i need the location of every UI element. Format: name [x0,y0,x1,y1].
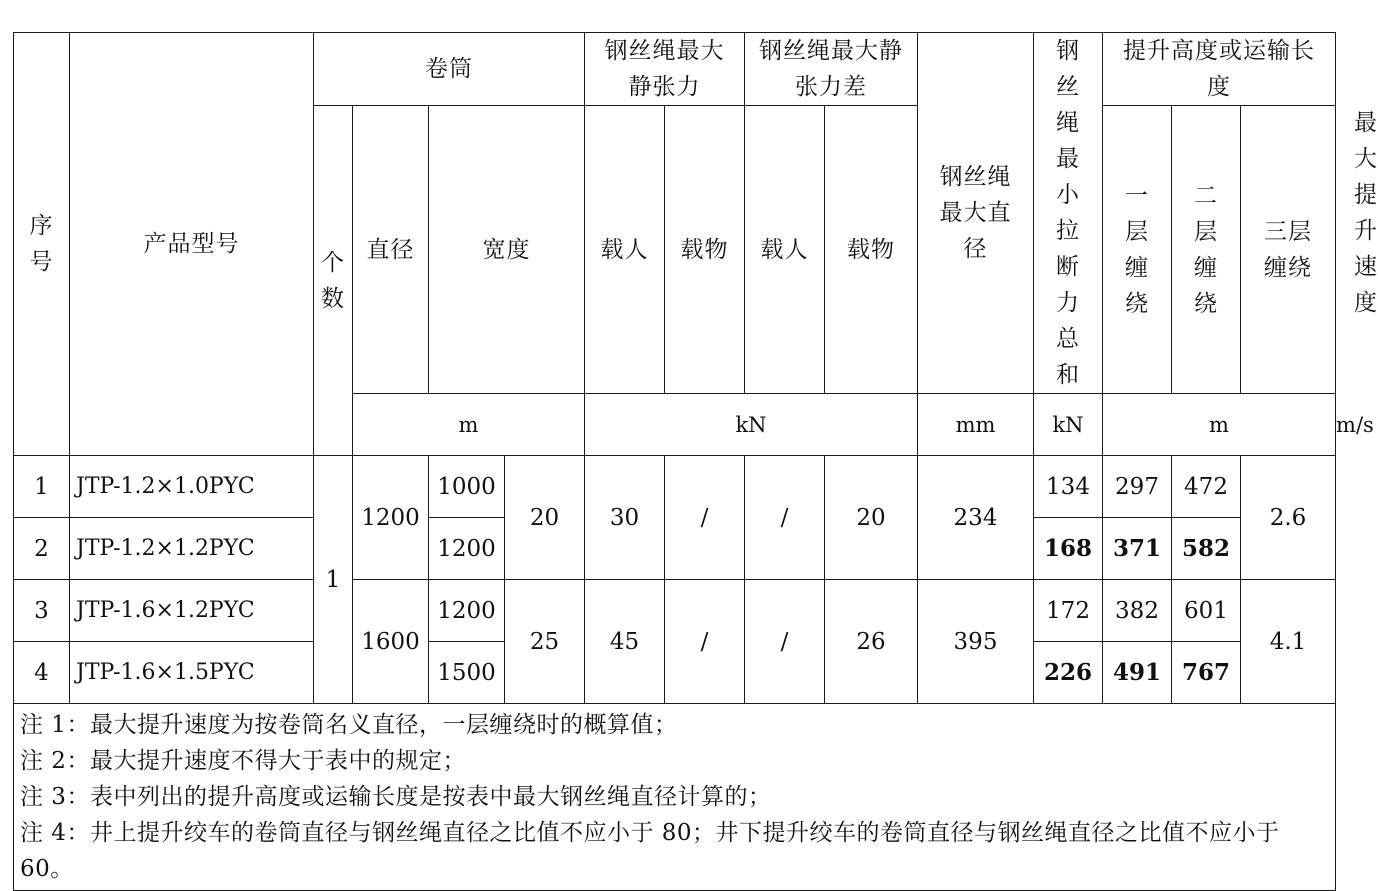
header-layer1: 一层缠绕 [1103,106,1172,394]
tension-passenger-value: 20 [505,456,585,580]
table-row [14,456,1336,518]
header-rope-max-diameter: 钢丝绳最大直径 [918,33,1034,394]
table-row [14,580,1336,642]
diff-cargo-value: / [745,456,825,580]
breaking-force-value: 234 [918,456,1034,580]
header-rope-min-breaking-force: 钢丝绳最小拉断力总和 [1034,33,1103,394]
header-max-static-tension: 钢丝绳最大静张力 [585,33,745,106]
header-seq: 序号 [14,33,70,456]
tension-cargo-value: 45 [585,580,665,704]
note-1: 注 1：最大提升速度为按卷筒名义直径，一层缠绕时的概算值； [20,712,678,738]
row-seq: 1 [14,456,70,518]
diff-passenger-value: / [665,456,745,580]
note-4: 注 4：井上提升绞车的卷筒直径与钢丝绳直径之比值不应小于 80；井下提升绞车的卷筒直径与钢丝绳直径之比值不应小于 60。 [20,820,1280,882]
row-model: JTP-1.2×1.0PYC [70,456,314,518]
row-model: JTP-1.6×1.2PYC [70,580,314,642]
header-drum: 卷筒 [314,33,585,106]
header-layer2: 二层缠绕 [1172,106,1241,394]
header-drum-diameter: 直径 [353,106,429,394]
row-seq: 2 [14,518,70,580]
unit-tension: kN [585,394,918,456]
row-model: JTP-1.2×1.2PYC [70,518,314,580]
rope-diameter-value: 26 [825,580,918,704]
tension-passenger-value: 25 [505,580,585,704]
row-model: JTP-1.6×1.5PYC [70,642,314,704]
header-diff-cargo: 载物 [825,106,918,394]
note-3: 注 3：表中列出的提升高度或运输长度是按表中最大钢丝绳直径计算的； [20,784,772,810]
row-seq: 4 [14,642,70,704]
drum-diameter-value: 1200 [353,456,429,580]
rope-diameter-value: 20 [825,456,918,580]
notes-cell [14,704,1336,891]
tension-cargo-value: 30 [585,456,665,580]
drum-width-value: 1000 [429,456,505,518]
header-drum-count: 个数 [314,106,353,456]
header-max-static-tension-diff: 钢丝绳最大静张力差 [745,33,918,106]
layer1-value: 172 [1034,580,1103,642]
layer3-value: 472 [1172,456,1241,518]
layer3-value: 582 [1172,518,1241,580]
header-model: 产品型号 [70,33,314,456]
layer3-value: 767 [1172,642,1241,704]
note-2: 注 2：最大提升速度不得大于表中的规定； [20,748,466,774]
unit-breaking-force: kN [1034,394,1103,456]
row-seq: 3 [14,580,70,642]
header-tension-cargo: 载物 [665,106,745,394]
drum-diameter-value: 1600 [353,580,429,704]
layer2-value: 382 [1103,580,1172,642]
breaking-force-value: 395 [918,580,1034,704]
header-diff-passenger: 载人 [745,106,825,394]
header-tension-passenger: 载人 [585,106,665,394]
winch-spec-table: 序号 产品型号 卷筒 钢丝绳最大静张力 钢丝绳最大静张力差 钢丝绳最大直径 钢丝绳最小拉断力总和 提升高度或运输长度 最大提升速度 个数 直径 宽度 载人 载物 载人 载物 一层缠绕 二层缠绕 三层缠绕 m kN mm kN m m/s 1 JTP-1.2×1.0PYC 1 1200 1000 20 30 / / 20 234 134 297 472 2.6 2 JTP-1.2×1.2PYC 1200 168 371 582 3 JTP-1.6×1.2PYC 1600 1200 25 45 / / 26 395 172 382 601 4.1 4 JTP-1.6×1.5PYC 1500 226 491 767 注 1：最大提升速度为按卷筒名义直径，一层缠绕时的概算值； 注 2：最大提升速度不得大于表中的规定； 注 3：表中列出的提升高度或运输长度是按表中最大钢丝绳直径计算的； 注 4：井上提升绞车的卷筒直径与钢丝绳直径之比值不应小于 80；井下提升绞车的卷筒直径与钢丝绳直径之比值不应小于 60。 [13,32,1336,891]
header-lift-height: 提升高度或运输长度 [1103,33,1336,106]
header-drum-width: 宽度 [429,106,585,394]
diff-passenger-value: / [665,580,745,704]
drum-width-value: 1200 [429,580,505,642]
drum-width-value: 1200 [429,518,505,580]
unit-rope-diameter: mm [918,394,1034,456]
max-speed-value: 2.6 [1241,456,1336,580]
drum-count-value: 1 [314,456,353,704]
layer1-value: 226 [1034,642,1103,704]
layer1-value: 134 [1034,456,1103,518]
unit-drum: m [353,394,585,456]
layer3-value: 601 [1172,580,1241,642]
drum-width-value: 1500 [429,642,505,704]
layer2-value: 371 [1103,518,1172,580]
layer2-value: 297 [1103,456,1172,518]
layer1-value: 168 [1034,518,1103,580]
notes-row [14,704,1336,891]
max-speed-value: 4.1 [1241,580,1336,704]
layer2-value: 491 [1103,642,1172,704]
diff-cargo-value: / [745,580,825,704]
header-layer3: 三层缠绕 [1241,106,1336,394]
unit-lift-height: m [1103,394,1336,456]
